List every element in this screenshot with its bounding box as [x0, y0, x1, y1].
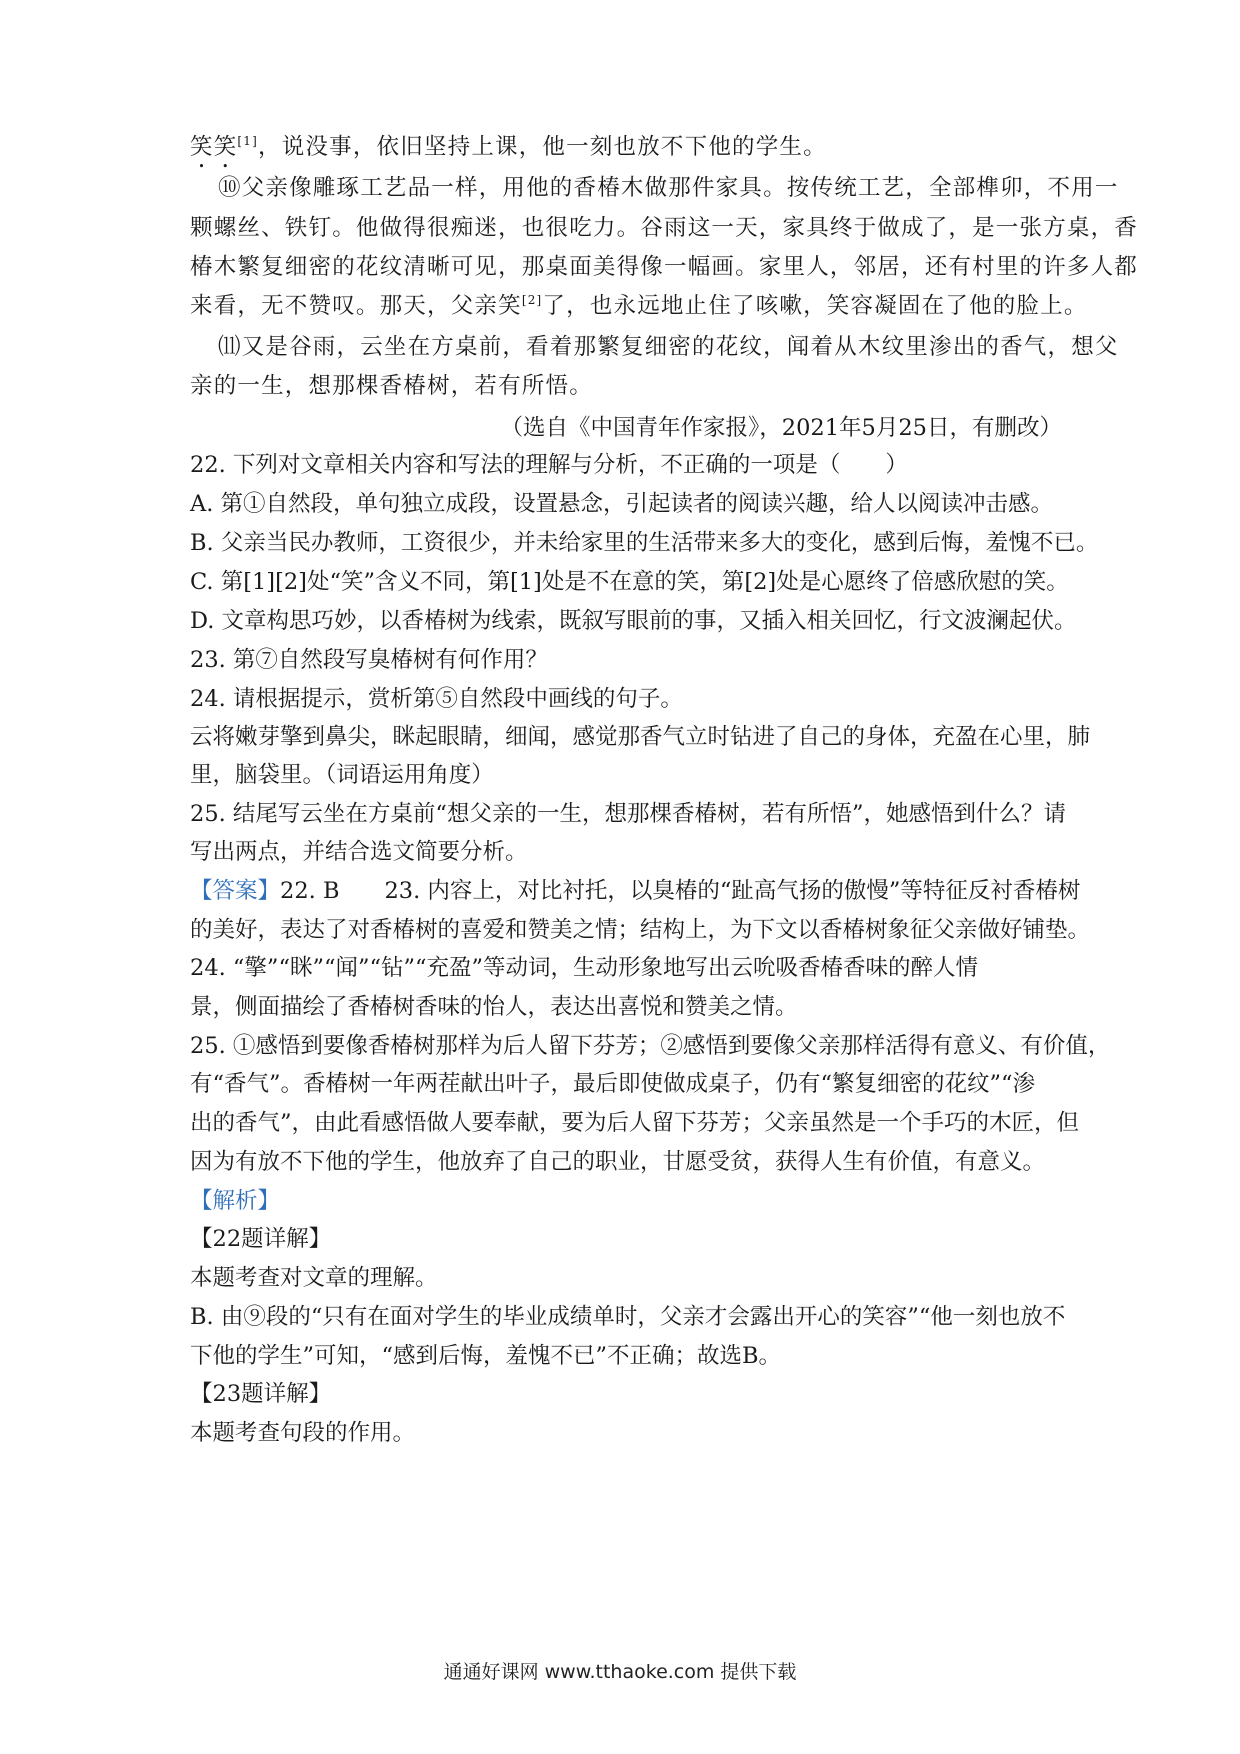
text-run: 来看，无不赞叹。那天，父亲笑: [190, 293, 522, 319]
option-b: B. 父亲当民办教师，工资很少，并未给家里的生活带来多大的变化，感到后悔，羞愧不已。: [190, 530, 1099, 556]
answer-line: 24. “擎”“眯”“闻”“钻”“充盈”等动词，生动形象地写出云吮吸香椿香味的醉人情: [190, 955, 978, 981]
section-heading: 【22题详解】: [190, 1226, 332, 1252]
story-line: 颗螺丝、铁钉。他做得很痴迷，也很吃力。谷雨这一天，家具终于做成了，是一张方桌，香: [190, 215, 1139, 241]
answer-line: 出的香气”，由此看感悟做人要奉献，要为后人留下芬芳；父亲虽然是一个手巧的木匠，但: [190, 1110, 1080, 1136]
analysis-line: 下他的学生”可知，“感到后悔，羞愧不已”不正确；故选B。: [190, 1343, 782, 1369]
answer-line: [190, 876, 1081, 906]
source-citation: （选自《中国青年作家报》，2021年5月25日，有删改）: [500, 415, 1062, 441]
answer-line: 的美好，表达了对香椿树的喜爱和赞美之情；结构上，为下文以香椿树象征父亲做好铺垫。: [190, 917, 1091, 943]
section-heading: 【23题详解】: [190, 1381, 332, 1407]
text-run: 了，也永远地止住了咳嗽，笑容凝固在了他的脸上。: [542, 293, 1088, 319]
quoted-sentence: 里，脑袋里。（词语运用角度）: [190, 762, 494, 788]
answer-line: 有“香气”。香椿树一年两茬献出叶子，最后即使做成桌子，仍有“繁复细密的花纹”“渗: [190, 1071, 1036, 1097]
option-a: A. 第①自然段，单句独立成段，设置悬念，引起读者的阅读兴趣，给人以阅读冲击感。: [190, 491, 1054, 517]
option-c: C. 第[1][2]处“笑”含义不同，第[1]处是不在意的笑，第[2]处是心愿终了倍感欣慰的笑。: [190, 569, 1069, 595]
answer-line: 因为有放不下他的学生，他放弃了自己的职业，甘愿受贫，获得人生有价值，有意义。: [190, 1149, 1046, 1175]
text-run: 22. B 23. 内容上，对比衬托，以臭椿的“趾高气扬的傲慢”等特征反衬香椿树: [280, 878, 1081, 904]
footer-watermark: 通通好课网 www.tthaoke.com 提供下载: [443, 1661, 797, 1683]
option-d: D. 文章构思巧妙，以香椿树为线索，既叙写眼前的事，又插入相关回忆，行文波澜起伏。: [190, 608, 1077, 634]
story-line: ⑩父亲像雕琢工艺品一样，用他的香椿木做那件家具。按传统工艺，全部榫卯，不用一: [218, 175, 1119, 201]
question-25: 25. 结尾写云坐在方桌前“想父亲的一生，想那棵香椿树，若有所悟”，她感悟到什么？请: [190, 801, 1066, 827]
answer-line: 25. ①感悟到要像香椿树那样为后人留下芬芳；②感悟到要像父亲那样活得有意义、有价值，: [190, 1033, 1111, 1059]
footnote-marker: [2]: [521, 293, 543, 307]
quoted-sentence: 云将嫩芽擎到鼻尖，眯起眼睛，细闻，感觉那香气立时钻进了自己的身体，充盈在心里，肺: [190, 724, 1091, 750]
story-line: 椿木繁复细密的花纹清晰可见，那桌面美得像一幅画。家里人，邻居，还有村里的许多人都: [190, 254, 1139, 280]
answer-line: 景，侧面描绘了香椿树香味的怡人，表达出喜悦和赞美之情。: [190, 994, 798, 1020]
analysis-line: B. 由⑨段的“只有在面对学生的毕业成绩单时，父亲才会露出开心的笑容”“他一刻也放不: [190, 1304, 1066, 1330]
answer-label: 【答案】: [190, 878, 281, 904]
question-25: 写出两点，并结合选文简要分析。: [190, 839, 528, 865]
question-22: 22. 下列对文章相关内容和写法的理解与分析，不正确的一项是（ ）: [190, 452, 908, 478]
text-run: ，说没事，依旧坚持上课，他一刻也放不下他的学生。: [258, 134, 827, 160]
analysis-line: 本题考查句段的作用。: [190, 1420, 416, 1446]
analysis-line: 本题考查对文章的理解。: [190, 1265, 438, 1291]
story-line: [190, 132, 1060, 173]
question-24: 24. 请根据提示，赏析第⑤自然段中画线的句子。: [190, 686, 683, 712]
analysis-label: 【解析】: [190, 1188, 281, 1214]
footnote-marker: [1]: [237, 134, 259, 148]
story-line: ⑾又是谷雨，云坐在方桌前，看着那繁复细密的花纹，闻着从木纹里渗出的香气，想父: [218, 334, 1119, 360]
question-23: 23. 第⑦自然段写臭椿树有何作用？: [190, 647, 548, 673]
emphasized-word: 笑笑: [190, 134, 238, 160]
story-line: 亲的一生，想那棵香椿树，若有所悟。: [190, 373, 593, 399]
story-line: [190, 291, 1088, 321]
